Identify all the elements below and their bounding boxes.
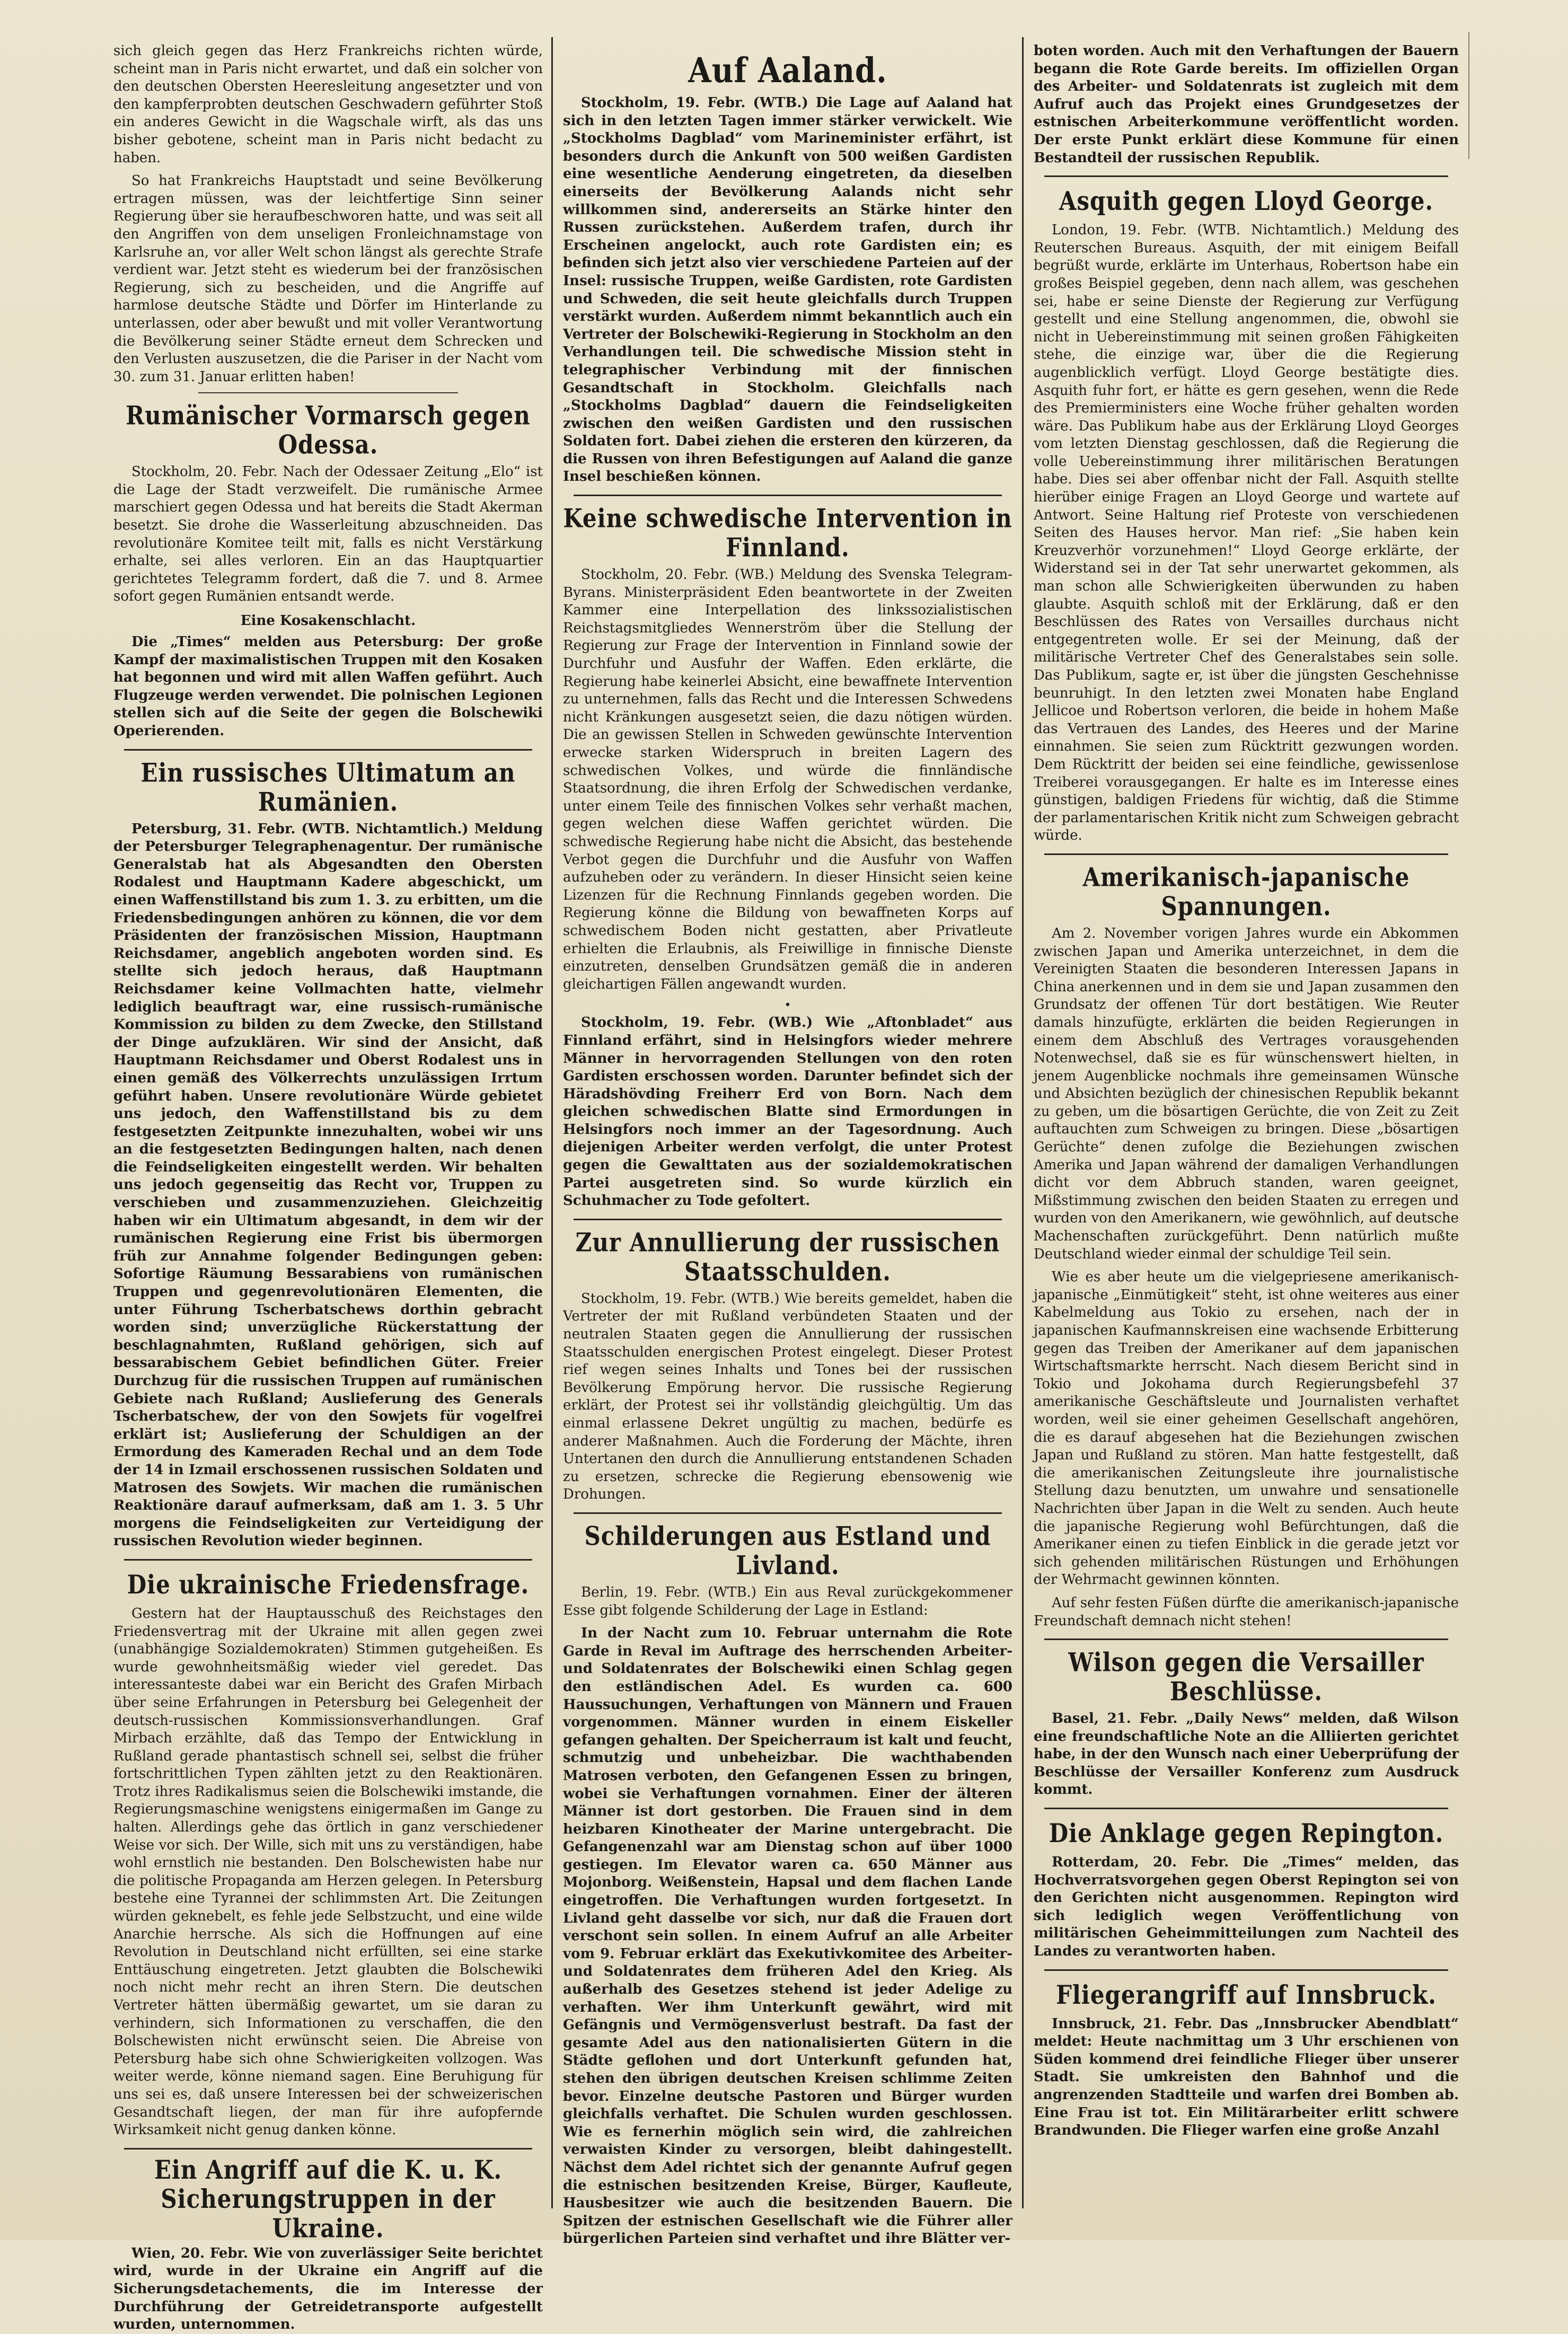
headline-ukraine-frieden: Die ukrainische Friedensfrage. — [127, 1570, 530, 1600]
separator — [574, 1219, 1002, 1220]
column-middle — [556, 42, 1020, 2247]
headline-innsbruck: Fliegerangriff auf Innsbruck. — [1056, 1979, 1437, 2010]
column-rule — [1022, 37, 1024, 2208]
ornament: • — [784, 999, 791, 1012]
separator — [124, 1559, 532, 1561]
headline-annullierung: Zur Annullierung der russischen Staatsschulden. — [575, 1227, 1000, 1287]
separator — [1044, 1639, 1448, 1640]
separator — [1044, 175, 1448, 177]
article-paragraph: Stockholm, 19. Febr. (WB.) Wie „Aftonbladet“ aus Finnland erfährt, sind in Helsingfors wieder mehrere Männer in hervorragenden Stellungen von den roten Gardisten erschossen worden. Darunter befindet sich der Häradshövding Freiherr Erd von Born. Nach dem gleichen schwedischen Blatte sind Ermordungen in Helsingfors noch immer an der Tagesordnung. Auch diejenigen Arbeiter werden verfolgt, die unter Protest gegen die Gewalttaten aus der sozialdemokratischen Partei ausgetreten sind. So wurde kürzlich ein Schuhmacher zu Tode gefoltert. — [563, 1015, 1012, 1209]
separator — [1044, 1808, 1448, 1809]
headline-aaland: Auf Aaland. — [688, 50, 887, 91]
article-paragraph: London, 19. Febr. (WTB. Nichtamtlich.) Meldung des Reuterschen Bureaus. Asquith, der mit einigem Beifall begrüßt wurde, erklärte im Unterhaus, Robertson habe ein großes Beispiel gegeben, denn nach allem, was geschehen sei, habe er seine Dienste der Regierung zur Verfügung gestellt und eine Stellung angenommen, die, obwohl sie nicht in Uebereinstimmung mit seinen großen Fähigkeiten stehe, die einzige war, über die die Regierung augenblicklich verfügt. Lloyd George bestätigte dies. Asquith fuhr fort, er hätte es gern gesehen, wenn die Rede des Premierministers eine Woche früher gehalten worden wäre. Das Publikum habe aus der Erklärung Lloyd Georges vom letzten Dienstag geschlossen, daß die Regierung die volle Uebereinstimmung ihrer militärischen Beratungen habe. Dies sei aber offenbar nicht der Fall. Asquith stellte hierüber einige Fragen an Lloyd George und wartete auf Antwort. Seine Haltung rief Proteste von verschiedenen Seiten des Hauses hervor. Man rief: „Sie haben kein Kreuzverhör vorzunehmen!“ Lloyd George erklärte, der Widerstand sei in der Tat sehr unerwartet gekommen, als man schon alle Schwierigkeiten überwunden zu haben glaubte. Asquith schloß mit der Erklärung, daß er den Beschlüssen des Rates von Versailles durchaus nicht entgegentreten wolle. Er sei der Meinung, daß der militärische Vertreter Chef des Generalstabes sein solle. Das Publikum, sagte er, ist über die jüngsten Geschehnisse beunruhigt. In den letzten zwei Monaten habe England Jellicoe und Robertson verloren, die beide in hohem Maße das Vertrauen des Landes, des Heeres und der Marine einnahmen. Sie seien zum Rücktritt gezwungen worden. Dem Rücktritt der beiden sei eine feindliche, gewissenlose Treiberei vorausgegangen. Er halte es im Interesse eines günstigen, baldigen Friedens für wichtig, daß die Stimme der parlamentarischen Kritik nicht zum Schweigen gebracht würde. — [1034, 222, 1459, 844]
column-right — [1026, 42, 1466, 2208]
article-paragraph: So hat Frankreichs Hauptstadt und seine Bevölkerung ertragen müssen, was der leichtfertige Sinn seiner Regierung über sie heraufbeschworen hatte, und was seit all den Angriffen von dem unseligen Fronleichnamstage von Karlsruhe an, vor aller Welt schon längst als gerechte Strafe verdient war. Jetzt steht es wiederum bei der französischen Regierung, sich zu bescheiden, und die Angriffe auf harmlose deutsche Städte und Dörfer im Hinterlande zu unterlassen, oder aber bewußt und mit voller Verantwortung die Bevölkerung seiner Städte erneut dem Schrecken und den Verlusten auszusetzen, die die Pariser in der Nacht vom 30. zum 31. Januar erlitten haben! — [113, 173, 543, 385]
headline-amerika: Amerikanisch-japanische Spannungen. — [1082, 862, 1410, 922]
headline-wilson: Wilson gegen die Versailler Beschlüsse. — [1068, 1647, 1424, 1707]
separator — [124, 749, 532, 751]
article-paragraph: Auf sehr festen Füßen dürfte die amerikanisch-japanische Freundschaft demnach nicht stehen! — [1034, 1595, 1459, 1629]
headline-repington: Die Anklage gegen Repington. — [1049, 1818, 1444, 1848]
column-rule — [551, 37, 553, 2208]
article-paragraph: Die „Times“ melden aus Petersburg: Der große Kampf der maximalistischen Truppen mit den Kosaken hat begonnen und wird mit allen Waffen geführt. Auch Flugzeuge werden verwendet. Die polnischen Legionen stellen sich auf die Seite der gegen die Bolschewiki Operierenden. — [113, 634, 543, 739]
article-paragraph: Stockholm, 19. Febr. (WTB.) Wie bereits gemeldet, haben die Vertreter der mit Rußland verbündeten Staaten und der neutralen Staaten gegen die Annullierung der russischen Staatsschulden energischen Protest eingelegt. Dieser Protest rief wegen seines Inhalts und Tones bei der russischen Bevölkerung Empörung hervor. Die russische Regierung erklärt, der Protest sei ihr vollständig gleichgültig. Um das einmal erlassene Dekret ungültig zu machen, bedürfe es anderer Maßnahmen. Auch die Forderung der Mächte, ihren Untertanen den durch die Annullierung entstandenen Schaden zu ersetzen, schrecke die Regierung ebensowenig wie Drohungen. — [563, 1290, 1012, 1503]
subheadline-kosaken: Eine Kosakenschlacht. — [240, 613, 416, 629]
article-paragraph: Innsbruck, 21. Febr. Das „Innsbrucker Abendblatt“ meldet: Heute nachmittag um 3 Uhr erschienen von Süden kommend drei feindliche Flieger über unserer Stadt. Sie umkreisten den Bahnhof und die angrenzenden Stadtteile und warfen drei Bomben ab. Eine Frau ist tot. Ein Militärarbeiter erlitt schwere Brandwunden. Die Flieger warfen eine große Anzahl — [1034, 2015, 1459, 2139]
article-paragraph: Wie es aber heute um die vielgepriesene amerikanisch-japanische „Einmütigkeit“ steht, ist ohne weiteres aus einer Kabelmeldung aus Tokio zu ersehen, nach der in japanischen Kaufmannskreisen eine wachsende Erbitterung gegen das Treiben der Amerikaner auf dem japanischen Wirtschaftsmarkte herrscht. Nach diesem Bericht sind in Tokio und Jokohama durch Regierungsbefehl 37 amerikanische Geschäftsleute und Journalisten verhaftet worden, weil sie einer geheimen Gesellschaft angehören, die es darauf abgesehen hat die Beziehungen zwischen Japan und Rußland zu stören. Man hatte festgestellt, daß die amerikanischen Zeitungsleute ihre journalistische Stellung dazu benutzten, um unwahre und sensationelle Nachrichten über Japan in die Welt zu senden. Auch heute die japanische Regierung wohl Befürchtungen, daß die Amerikaner einen zu tiefen Einblick in die gerade jetzt vor sich gehenden militärischen Rüstungen und Erhöhungen der Wehrmacht gewinnen könnten. — [1034, 1269, 1459, 1588]
headline-ultimatum: Ein russisches Ultimatum an Rumänien. — [140, 758, 516, 817]
column-left — [106, 42, 550, 2333]
article-paragraph: Gestern hat der Hauptausschuß des Reichstages den Friedensvertrag mit der Ukraine mit allen gegen zwei (unabhängige Sozialdemokraten) Stimmen gutgeheißen. Es wurde gewohnheitsmäßig wieder viel geredet. Das interessanteste dabei war ein Bericht des Grafen Mirbach über seine Erfahrungen in Petersburg bei Gelegenheit der deutsch-russischen Kommissionsverhandlungen. Graf Mirbach erzählte, daß das Tempo der Entwicklung in Rußland gerade phantastisch schnell sei, selbst die früher fortschrittlichen Typen zählten jetzt zu den Reaktionären. Trotz ihres Radikalismus seien die Bolschewiki imstande, die Regierungsmaschine wenigstens einigermaßen im Gange zu halten. Allerdings gehe das örtlich in ganz verschiedener Weise vor sich. Der Wille, sich mit uns zu verständigen, habe wohl ernstlich nie bestanden. Den Bolschewisten habe nur die politische Propaganda am Herzen gelegen. In Petersburg bestehe eine Tyrannei der schlimmsten Art. Die Zeitungen würden geknebelt, es fehle jede Selbstzucht, und eine wilde Anarchie herrsche. Als sich die Hoffnungen auf eine Revolution in Deutschland nicht erfüllten, sei eine starke Enttäuschung eingetreten. Jetzt glaubten die Bolschewiki noch nicht mehr recht an ihren Stern. Die deutschen Vertreter hätten übermäßig gewartet, um sie daran zu verhindern, sich Informationen zu verschaffen, die den Bolschewisten nicht erwünscht seien. Die Abreise von Petersburg habe sich ohne Schwierigkeiten vollzogen. Was weiter werde, könne niemand sagen. Eine Beruhigung für uns sei es, daß unsere Interessen bei der schweizerischen Gesandtschaft liegen, der man für ihre aufopfernde Wirksamkeit nicht genug danken könne. — [113, 1605, 543, 2138]
separator — [1044, 1969, 1448, 1971]
headline-odessa: Rumänischer Vormarsch gegen Odessa. — [126, 400, 531, 460]
headline-sicherung: Ein Angriff auf die K. u. K. Sicherungstruppen in der Ukraine. — [154, 2154, 503, 2243]
article-paragraph: Petersburg, 31. Febr. (WTB. Nichtamtlich.) Meldung der Petersburger Telegraphenagentur. Der rumänische Generalstab hat als Abgesandten den Obersten Rodalest und Hauptmann Kadere abgeschickt, um einen Waffenstillstand bis zum 1. 3. zu erbitten, um die Friedensbedingungen anhören zu können, die vor dem Präsidenten der französischen Mission, Hauptmann Reichsdamer, angeblich angeboten worden sind. Es stellte sich jedoch heraus, daß Hauptmann Reichsdamer keine Vollmachten hatte, vielmehr lediglich beauftragt war, eine russisch-rumänische Kommission zu bilden zu dem Zwecke, den Stillstand der Dinge aufzuklären. Wir sind der Ansicht, daß Hauptmann Reichsdamer und Oberst Rodalest uns in einen gemäß des Völkerrechts unzulässigen Irrtum geführt haben. Unsere revolutionäre Würde gebietet uns jedoch, den Waffenstillstand bis zu dem festgesetzten Zeitpunkte innezuhalten, wobei wir uns an die festgesetzten Bedingungen halten, nach denen die Feindseligkeiten eingestellt werden. Wir behalten uns jedoch gegenseitig das Recht vor, Truppen zu verschieben und zusammenzuziehen. Gleichzeitig haben wir ein Ultimatum abgesandt, in dem wir der rumänischen Regierung eine Frist bis übermorgen früh zur Annahme folgender Bedingungen geben: Sofortige Räumung Bessarabiens von rumänischen Truppen und gegenrevolutionären Elementen, die unter Führung Tscherbatschews dorthin gebracht worden sind; unverzügliche Rückerstattung der beschlagnahmten, Rußland gehörigen, sich auf bessarabischem Gebiet befindlichen Güter. Freier Durchzug für die russischen Truppen auf rumänischen Gebiete nach Rußland; Auslieferung des Generals Tscherbatschew, der von den Sowjets für vogelfrei erklärt ist; Auslieferung der Schuldigen an der Ermordung des Kameraden Rechal und an dem Tode der 14 in Izmail erschossenen russischen Soldaten und Matrosen des Sowjets. Wir machen die rumänischen Reaktionäre darauf aufmerksam, daß am 1. 3. 5 Uhr morgens die Feindseligkeiten zur Verteidigung der russischen Revolution wieder beginnen. — [113, 821, 543, 1549]
article-paragraph: In der Nacht zum 10. Februar unternahm die Rote Garde in Reval im Auftrage des herrschenden Arbeiter- und Soldatenrates der Bolschewiki einen Schlag gegen den estländischen Adel. Es wurden ca. 600 Haussuchungen, Verhaftungen von Männern und Frauen vorgenommen. Männer wurden in einem Eiskeller gefangen gehalten. Der Speicherraum ist kalt und feucht, schmutzig und unbeheizbar. Die wachthabenden Matrosen verboten, den Gefangenen Essen zu bringen, wobei sie Verhaftungen vornahmen. Einer der älteren Männer ist dort gestorben. Die Frauen sind in dem heizbaren Kinotheater der Marine untergebracht. Die Gefangenenzahl war am Dienstag schon auf über 1000 gestiegen. Im Elevator waren ca. 650 Männer aus Mojonborg. Weißenstein, Hapsal und dem flachen Lande eingetroffen. Die Verhaftungen wurden fortgesetzt. In Livland geht dasselbe vor sich, nur daß die Frauen dort verschont sein sollen. In einem Aufruf an alle Arbeiter vom 9. Februar erklärt das Exekutivkomitee des Arbeiter- und Soldatenrates dem früheren Adel den Krieg. Als außerhalb des Gesetzes stehend ist jeder Adelige zu verhaften. Wer ihm Unterkunft gewährt, wird mit Gefängnis und Vermögensverlust bestraft. Da fast der gesamte Adel aus den nationalisierten Gütern in die Städte geflohen und dort Unterkunft gefunden hat, stehen den übrigen deutschen Kreisen schlimme Zeiten bevor. Einzelne deutsche Pastoren und Bürger wurden gleichfalls verhaftet. Die Schulen wurden geschlossen. Wie es fernerhin möglich sein wird, die zahlreichen verwaisten Kinder zu versorgen, bleibt dahingestellt. Nächst dem Adel richtet sich der genannte Aufruf gegen die estnischen besitzenden Kreise, Bürger, Kaufleute, Hausbesitzer wie auch die besitzenden Bauern. Die Spitzen der estnischen Gesellschaft wie die Führer aller bürgerlichen Parteien sind verhaftet und ihre Blätter ver- — [563, 1625, 1012, 2247]
article-paragraph: Berlin, 19. Febr. (WTB.) Ein aus Reval zurückgekommener Esse gibt folgende Schilderung der Lage in Estland: — [563, 1584, 1012, 1618]
article-paragraph: Wien, 20. Febr. Wie von zuverlässiger Seite berichtet wird, wurde in der Ukraine ein Angriff auf die Sicherungsdetachements, die im Interesse der Durchführung der Getreidetransporte aufgestellt wurden, unternommen. — [113, 2245, 543, 2333]
headline-asquith: Asquith gegen Lloyd George. — [1059, 186, 1434, 216]
headline-keine-intervention: Keine schwedische Intervention in Finnland. — [563, 503, 1012, 563]
article-paragraph: Stockholm, 19. Febr. (WTB.) Die Lage auf Aaland hat sich in den letzten Tagen immer stärker verwickelt. Wie „Stockholms Dagblad“ vom Marineminister erfährt, ist besonders durch die Ankunft von 500 weißen Gardisten eine wesentliche Aenderung eingetreten, da dieselben einerseits der Bevölkerung Aalands nicht sehr willkommen sind, andererseits an Stärke hinter den Russen zurückstehen. Außerdem trafen, durch ihr Erscheinen angelockt, auch rote Gardisten ein; es befinden sich jetzt also vier verschiedene Parteien auf der Insel: russische Truppen, weiße Gardisten, rote Gardisten und Schweden, die seit heute gleichfalls durch Truppen verstärkt wurden. Außerdem nimmt bekanntlich auch ein Vertreter der Bolschewiki-Regierung in Stockholm an den Verhandlungen teil. Die schwedische Mission steht in telegraphischer Verbindung mit der finnischen Gesandtschaft in Stockholm. Gleichfalls nach „Stockholms Dagblad“ dauern die Feindseligkeiten zwischen den weißen Gardisten und den russischen Soldaten fort. Dabei ziehen die ersteren den kürzeren, da die Russen von ihren Befestigungen auf Aaland die ganze Insel beschießen können. — [563, 95, 1012, 485]
article-paragraph: Basel, 21. Febr. „Daily News“ melden, daß Wilson eine freundschaftliche Note an die Alliierten gerichtet habe, in der den Wunsch nach einer Ueberprüfung der Beschlüsse der Versailler Konferenz zum Ausdruck kommt. — [1034, 1711, 1459, 1798]
article-paragraph: Am 2. November vorigen Jahres wurde ein Abkommen zwischen Japan und Amerika unterzeichnet, in dem die Vereinigten Staaten die besonderen Interessen Japans in China anerkennen und in dem sie und Japan zusammen den Grundsatz der offenen Tür dort bestätigen. Wie Reuter damals hinzufügte, erklärten die beiden Regierungen in einem dem Abschluß des Vertrages vorausgehenden Notenwechsel, daß sie es für wünschenswert hielten, in jenem Augenblicke nochmals ihre gemeinsamen Wünsche und Absichten bezüglich der chinesischen Republik bekannt zu geben, um die bösartigen Gerüchte, die von Zeit zu Zeit auftauchten zum Schweigen zu bringen. Diese „bösartigen Gerüchte“ denen zufolge die Beziehungen zwischen Amerika und Japan während der damaligen Verhandlungen dicht vor dem Abbruch standen, waren geeignet, Mißstimmung zwischen den beiden Staaten zu erregen und wurden von den Amerikanern, wie gewöhnlich, auf deutsche Machenschaften zurückgeführt. Denn natürlich mußte Deutschland wieder einmal der schuldige Teil sein. — [1034, 925, 1459, 1262]
separator — [1044, 853, 1448, 855]
article-paragraph: Stockholm, 20. Febr. Nach der Odessaer Zeitung „Elo“ ist die Lage der Stadt verzweifelt. Die rumänische Armee marschiert gegen Odessa und hat bereits die Stadt Akerman besetzt. Sie drohe die Wasserleitung abzuschneiden. Das revolutionäre Komitee teilt mit, falls es nicht Verstärkung erhalte, sei alles verloren. Ein an das Hauptquartier gerichtetes Telegramm fordert, daß die 7. und 8. Armee sofort gegen Rumänien entsandt werde. — [113, 464, 543, 605]
article-paragraph: Rotterdam, 20. Febr. Die „Times“ melden, das Hochverratsvorgehen gegen Oberst Repington sei von den Gerichten nicht ausgenommen. Repington wird sich lediglich wegen Veröffentlichung von militärischen Geheimmitteilungen zum Nachteil des Landes zu verantworten haben. — [1034, 1854, 1459, 1960]
separator — [124, 2148, 532, 2150]
headline-estland: Schilderungen aus Estland und Livland. — [584, 1521, 991, 1581]
article-paragraph: Stockholm, 20. Febr. (WB.) Meldung des Svenska Telegram-Byrans. Ministerpräsident Eden beantwortete in der Zweiten Kammer eine Interpellation des linkssozialistischen Reichstagsmitgliedes Wennerström über die Stellung der Regierung zur Frage der Intervention in Finnland sowie der Durchfuhr und Ausfuhr der Waffen. Eden erklärte, die Regierung habe keinerlei Absicht, eine bewaffnete Intervention zu unternehmen, falls das Recht und die Interessen Schwedens nicht Kränkungen ausgesetzt seien, die dazu nötigen würden. Die an gewissen Stellen in Schweden gewünschte Intervention erwecke starken Widerspruch in breiten Lagern des schwedischen Volkes, und würde die finnländische Staatsordnung, die ihren Erfolg der Schwedischen verdanke, unter einem Teile des finnischen Volkes sehr verhaßt machen, gegen welchen diese Waffen gerichtet würden. Die schwedische Regierung habe nicht die Absicht, das bestehende Verbot gegen die Durchfuhr und die Ausfuhr von Waffen aufzuheben oder zu verändern. In dieser Hinsicht seien keine Lizenzen für die Rechnung Finnlands gegeben worden. Die Regierung könne die Bildung von bewaffneten Korps auf schwedischem Boden nicht gestatten, aber Privatleute erhielten die Erlaubnis, als Freiwillige in finnische Dienste einzutreten, denselben Grundsätzen gemäß die in anderen gleichartigen Fällen angewandt wurden. — [563, 567, 1012, 992]
separator — [574, 1512, 1002, 1514]
page-edge-mark — [1468, 32, 1469, 159]
separator — [198, 392, 458, 393]
article-continuation: boten worden. Auch mit den Verhaftungen der Bauern begann die Rote Garde bereits. Im offiziellen Organ des Arbeiter- und Soldatenrats ist zugleich mit dem Aufruf auch das Projekt eines Grundgesetzes der estnischen Arbeiterkommune veröffentlicht worden. Der erste Punkt erklärt diese Kommune für einen Bestandteil der russischen Republik. — [1034, 43, 1459, 166]
article-continuation: sich gleich gegen das Herz Frankreichs richten würde, scheint man in Paris nicht erwartet, und daß ein solcher von den deutschen Obersten Heeresleitung angesetzter und von den kampferprobten deutschen Geschwadern geführter Stoß ein anderes Gewicht in die Wagschale wirft, als das uns bisher gebotene, scheint man in Paris nicht bedacht zu haben. — [113, 43, 543, 166]
separator — [574, 495, 1002, 496]
